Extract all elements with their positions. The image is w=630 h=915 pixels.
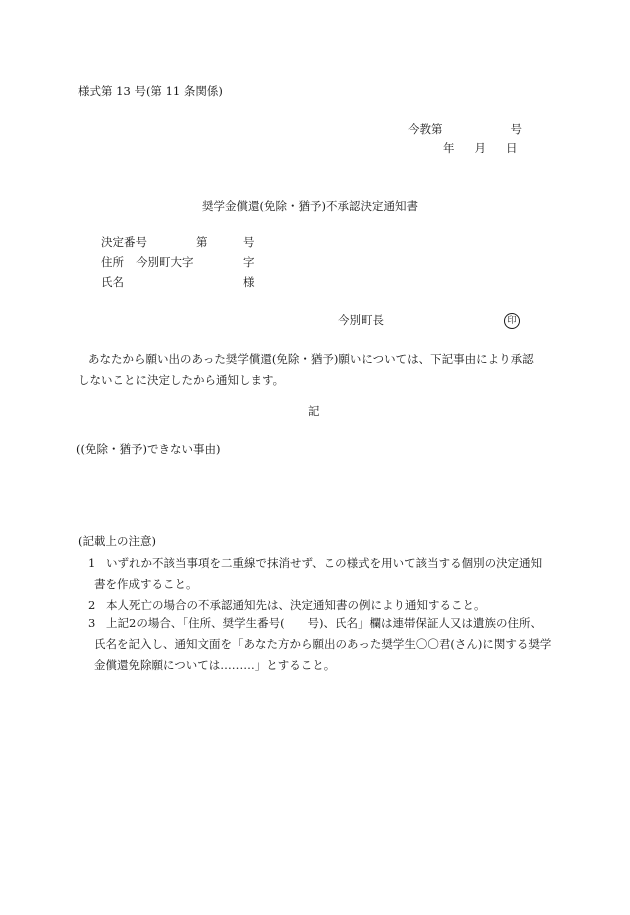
seal-mark: 印 [504, 313, 520, 329]
date-day: 日 [506, 141, 518, 155]
issuer-line [338, 313, 520, 329]
note-item [78, 613, 553, 676]
note-text: いずれか不該当事項を二重線で抹消せず、この様式を用いて該当する個別の決定通知書を作成すること。 [94, 556, 543, 591]
body-line-1: あなたから願い出のあった奨学償還(免除・猶予)願いについては、下記事由により承認 [88, 352, 534, 366]
issue-date [443, 143, 518, 155]
decision-number-dai: 第 [196, 235, 208, 249]
reason-heading: ((免除・猶予)できない事由) [76, 442, 221, 456]
form-number: 様式第 13 号(第 11 条関係) [78, 84, 223, 98]
note-number: 2 [88, 598, 96, 612]
ki-heading: 記 [308, 404, 320, 418]
note-number: 3 [88, 616, 96, 630]
name-label: 氏名 [101, 275, 124, 289]
name-row [101, 275, 255, 289]
reference-prefix: 今教第 [408, 122, 443, 136]
address-value: 今別町大字 [136, 255, 194, 269]
note-text: 本人死亡の場合の不承認通知先は、決定通知書の例により通知すること。 [106, 598, 486, 612]
address-row [101, 255, 255, 269]
address-aza: 字 [243, 255, 255, 269]
note-number: 1 [88, 556, 96, 570]
date-month: 月 [474, 141, 486, 155]
reference-suffix: 号 [510, 122, 522, 136]
decision-number-label: 決定番号 [101, 235, 147, 249]
date-year: 年 [443, 141, 455, 155]
decision-number-go: 号 [243, 235, 255, 249]
issuer-title: 今別町長 [338, 313, 384, 327]
notes-heading: (記載上の注意) [78, 534, 156, 548]
notice-body [78, 349, 550, 391]
note-item [78, 553, 553, 595]
address-label: 住所 [101, 255, 124, 269]
document-title: 奨学金償還(免除・猶予)不承認決定通知書 [202, 199, 418, 213]
reference-number [408, 124, 522, 136]
note-text: 上記2の場合、「住所、奨学生番号( 号)、氏名」欄は連帯保証人又は遺族の住所、氏名を記入し、通知文面を「あなた方から願出のあった奨学生〇〇君(さん)に関する奨学金償還免除願については………」とすること。 [94, 616, 552, 672]
name-honorific: 様 [243, 275, 255, 289]
decision-number-row [101, 235, 255, 249]
body-line-2: しないことに決定したから通知します。 [78, 373, 285, 387]
